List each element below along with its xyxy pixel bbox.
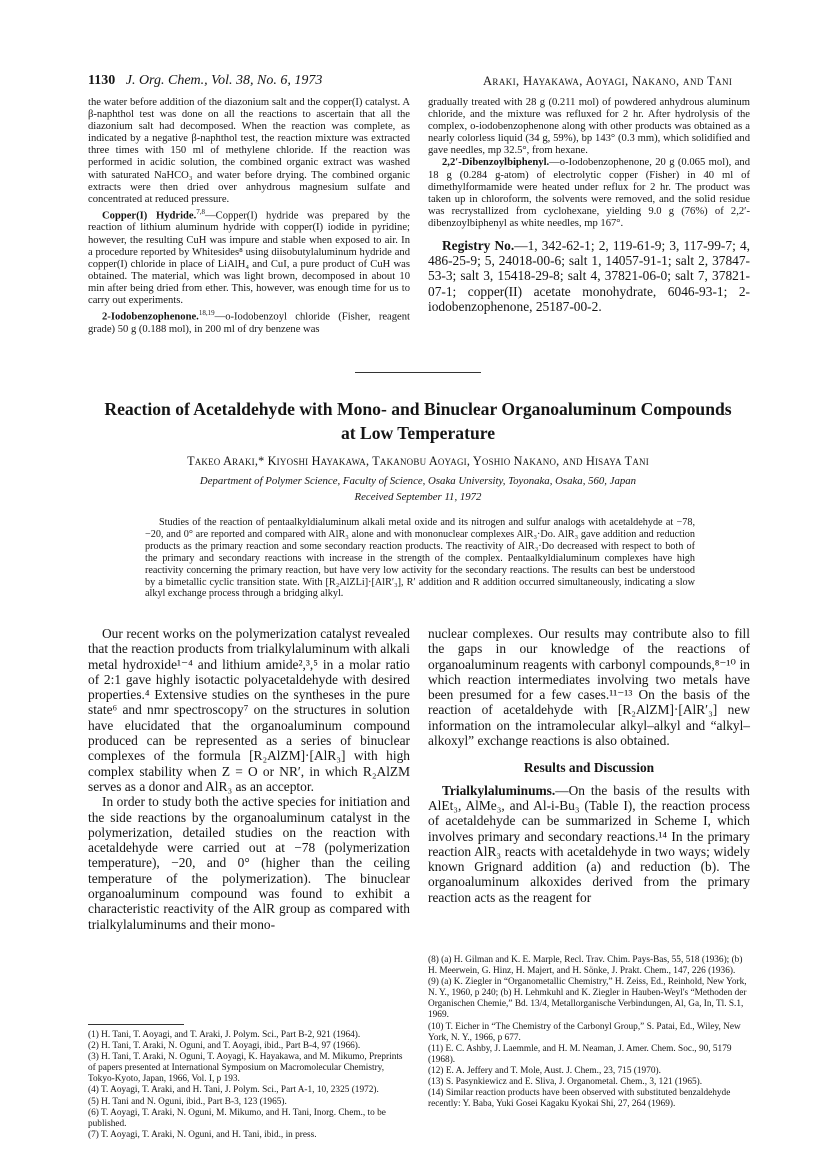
footnote: (4) T. Aoyagi, T. Araki, and H. Tani, J. Polym. Sci., Part A-1, 10, 2325 (1972). [88,1085,379,1096]
registry-label: Registry No. [442,238,515,253]
prev-paragraph: the water before addition of the diazonium salt and the copper(I) catalyst. A β-naphthol test was done on all the reactions to ascertain that all the diazonium salt had decomposed. When the reaction was complete, as indicated by a negative β-naphthol test, the reaction mixture was extracted three times with 150 ml of methylene chloride. If the reaction was performed in acidic solution, the combined organic extract was washed with saturated NaHCO₃ and water before drying. The combined organic extracts were then dried over anhydrous magnesium sulfate and concentrated at reduced pressure. [88,97,410,205]
body-right-column [428,626,750,905]
abstract [145,517,695,600]
trialkylaluminums-heading: Trialkylaluminums. [442,782,556,798]
article-title-line-1: Reaction of Acetaldehyde with Mono- and Binuclear Organoaluminum Compounds [104,399,732,419]
footnote: (14) Similar reaction products have been observed with substituted benzaldehyde recently: Y. Baba, Yuki Gosei Kagaku Kyokai Shi, 27, 264 (1969). [428,1088,731,1110]
copper-hydride-paragraph [88,206,410,307]
footnote: (9) (a) K. Ziegler in “Organometallic Chemistry,” H. Zeiss, Ed., Reinhold, New York, N. Y., 1960, p 240; (b) H. Lehmkuhl and K. Ziegler in Hauben-Weyl's “Methoden der Organischen Chemie,” Bd. 13/4, Metallorganische Verbindungen, Al, Ga, In, Tl. S.1, 1969. [428,977,747,1021]
copper-hydride-text: —Copper(I) hydride was prepared by the reaction of lithium aluminum hydride with copper(I) iodide in pyridine; however, the resulting CuH was impure and stable when exposed to air. In a procedure reported by Whitesides⁸ using diisobutylaluminum hydride and copper(I) chloride in place of LiAlH₄ and CuI, a pure product of CuH was obtained. The material, which was light brown, decomposed in about 10 min after being dried from ether. This, however, was enough time for us to carry out experiments. [88,210,411,307]
footnote: (2) H. Tani, T. Araki, N. Oguni, and T. Aoyagi, ibid., Part B-4, 97 (1966). [88,1041,361,1052]
footnote: (5) H. Tani and N. Oguni, ibid., Part B-3, 123 (1965). [88,1096,287,1107]
footnote: (12) E. A. Jeffery and T. Mole, Aust. J. Chem., 23, 715 (1970). [428,1065,661,1076]
trialkylaluminums-text: —On the basis of the results with AlEt₃, AlMe₃, and Al-i-Bu₃ (Table I), the reaction process of acetaldehyde can be summarized in Scheme I, which involves primary and secondary reactions.¹⁴ In the primary reaction AlR₃ reacts with acetaldehyde in two ways; widely known Grignard addition (a) and reduction (b). The organoaluminum alkoxides derived from the primary reaction acts as the reagent for [428,782,750,905]
registry-text: —1, 342-62-1; 2, 119-61-9; 3, 117-99-7; 4, 486-25-9; 5, 24018-00-6; salt 1, 14057-91-1; salt 2, 37847-53-3; salt 3, 15418-29-8; salt 4, 37821-06-0; salt 7, 37821-07-1; copper(II) acetate monohydrate, 6046-93-1; 2-iodobenzophenone, 25187-00-2. [428,238,750,314]
copper-hydride-heading: Copper(I) Hydride. [102,210,197,222]
aluminum-chloride-paragraph: gradually treated with 28 g (0.211 mol) of powdered anhydrous aluminum chloride, and the mixture was refluxed for 2 hr. After hydrolysis of the complex, o-iodobenzophenone along with other products was obtained as a nearly colorless liquid (34 g, 59%), bp 143° (0.3 mm), which solidified and gave needles, mp 32.5°, from hexane. [428,97,750,157]
iodobenzophenone-heading: 2-Iodobenzophenone. [102,311,199,323]
received-date: Received September 11, 1972 [354,491,482,503]
right-paragraph-1: nuclear complexes. Our results may contribute also to fill the gaps in our knowledge of the reactions of organoaluminum reagents with carbonyl compounds,⁸⁻¹⁰ in which reaction intermediates involving two metals have been presumed for a few cases.¹¹⁻¹³ On the basis of the reaction of acetaldehyde with [R₂AlZM]·[AlR′₃] new information on the intramolecular alkyl–alkyl and “alkyl–alkoxyl” exchange reactions is also obtained. [428,626,750,749]
dibenzoylbiphenyl-paragraph [428,157,750,230]
footnote: (1) H. Tani, T. Aoyagi, and T. Araki, J. Polym. Sci., Part B-2, 921 (1964). [88,1030,361,1040]
article-title [60,397,776,445]
iodobenzophenone-text: —o-Iodobenzoyl chloride (Fisher, reagent grade) 50 g (0.188 mol), in 200 ml of dry benzene was [88,311,410,335]
footnote: (13) S. Pasynkiewicz and E. Sliva, J. Organometal. Chem., 3, 121 (1965). [428,1077,703,1088]
running-header-authors: Araki, Hayakawa, Aoyagi, Nakano, and Tani [483,74,733,88]
footnotes-right [428,955,750,1110]
running-header-left [88,73,322,89]
article-authors: Takeo Araki,* Kiyoshi Hayakawa, Takanobu Aoyagi, Yoshio Nakano, and Hisaya Tani [187,454,649,468]
journal-citation: J. Org. Chem., Vol. 38, No. 6, 1973 [125,73,323,88]
dibenzoylbiphenyl-text: —o-Iodobenzophenone, 20 g (0.065 mol), and 18 g (0.284 g-atom) of electrolytic copper (Fisher) in 40 ml of dimethylformamide were heated under reflux for 2 hr. The product was taken up in chloroform, the solvents were removed, and the solid residue was recrystallized from cyclohexane, yielding 9.0 g (76%) of 2,2′-dibenzoylbiphenyl as white needles, mp 167°. [428,157,750,229]
article-title-line-2: at Low Temperature [340,423,496,443]
iodobenzophenone-refs: 18,19 [198,309,215,318]
trialkylaluminums-paragraph [428,783,750,905]
dibenzoylbiphenyl-heading: 2,2′-Dibenzoylbiphenyl. [442,157,550,169]
footnotes-left [88,1030,410,1141]
page-number: 1130 [88,73,116,88]
prev-article-left-column [88,97,410,336]
copper-hydride-refs: 7,8 [196,207,206,216]
prev-article-right-column [428,97,750,230]
intro-paragraph-1: Our recent works on the polymerization catalyst revealed that the reaction products from trialkylaluminum with alkali metal hydroxide¹⁻⁴ and lithium amide²,³,⁵ in a molar ratio of 2:1 gave highly isotactic polyacetaldehyde with desired properties.⁴ Extensive studies on the syntheses in the pure state⁶ and nmr spectroscopy⁷ on the structures in solution have elucidated that the organoaluminum compound produced can be represented as a series of binuclear complexes of the formula [R₂AlZM]·[AlR₃] with high complex stability when Z = O or NR′, in which R₂AlZM serves as a donor and AlR₃ as an acceptor. [88,626,410,794]
footnote: (11) E. C. Ashby, J. Laemmle, and H. M. Neaman, J. Amer. Chem. Soc., 90, 5179 (1968). [428,1043,732,1065]
footnote: (6) T. Aoyagi, T. Araki, N. Oguni, M. Mikumo, and H. Tani, Inorg. Chem., to be published. [88,1107,386,1129]
footnote: (3) H. Tani, T. Araki, N. Oguni, T. Aoyagi, K. Hayakawa, and M. Mikumo, Preprints of papers presented at International Symposium on Macromolecular Chemistry, Tokyo-Kyoto, Japan, 1966, Vol. I, p 193. [88,1052,403,1085]
footnote: (10) T. Eicher in “The Chemistry of the Carbonyl Group,” S. Patai, Ed., Wiley, New York, N. Y., 1966, p 677. [428,1021,741,1043]
footnote-rule [88,1024,184,1025]
article-divider [355,372,481,373]
iodobenzophenone-paragraph [88,307,410,336]
article-affiliation: Department of Polymer Science, Faculty of Science, Osaka University, Toyonaka, Osaka, 560, Japan [199,475,637,487]
body-left-column [88,626,410,932]
footnote: (7) T. Aoyagi, T. Araki, N. Oguni, and H. Tani, ibid., in press. [88,1129,317,1140]
abstract-text: Studies of the reaction of pentaalkyldialuminum alkali metal oxide and its nitrogen and sulfur analogs with acetaldehyde at −78, −20, and 0° are reported and compared with AlR₃ alone and with mononuclear complexes AlR₃·Do. AlR₃ gave addition and reduction products as the primary reaction and some secondary reaction products. The reactivity of AlR₃·Do decreased with respect to both of the primary and secondary reactions with increase in the strength of the complex. Pentaalkyldialuminum complexes have high reactivity concerning the primary reaction, but have very low activity for the secondary reactions. The results can best be understood by a bimetallic cyclic transition state. With [R₂AlZLi]·[AlR′₃], R′ addition and R addition occurred simultaneously, indicating a slow alkyl exchange process through a bridging alkyl. [145,517,695,600]
footnote: (8) (a) H. Gilman and K. E. Marple, Recl. Trav. Chim. Pays-Bas, 55, 518 (1936); (b) H. Meerwein, G. Hinz, H. Majert, and H. Sönke, J. Prakt. Chem., 147, 226 (1936). [428,955,743,977]
intro-paragraph-2: In order to study both the active species for initiation and the side reactions by the organoaluminum catalyst in the polymerization, detailed studies on the reaction with acetaldehyde were carried out at −78 (polymerization temperature), −20, and 0° (higher than the ceiling temperature of the polymerization). The binuclear organoaluminum compound was found to exhibit a characteristic reactivity of the AlR group as compared with trialkylaluminums and their mono- [88,794,410,932]
registry-numbers [428,238,750,314]
section-heading: Results and Discussion [523,760,655,776]
